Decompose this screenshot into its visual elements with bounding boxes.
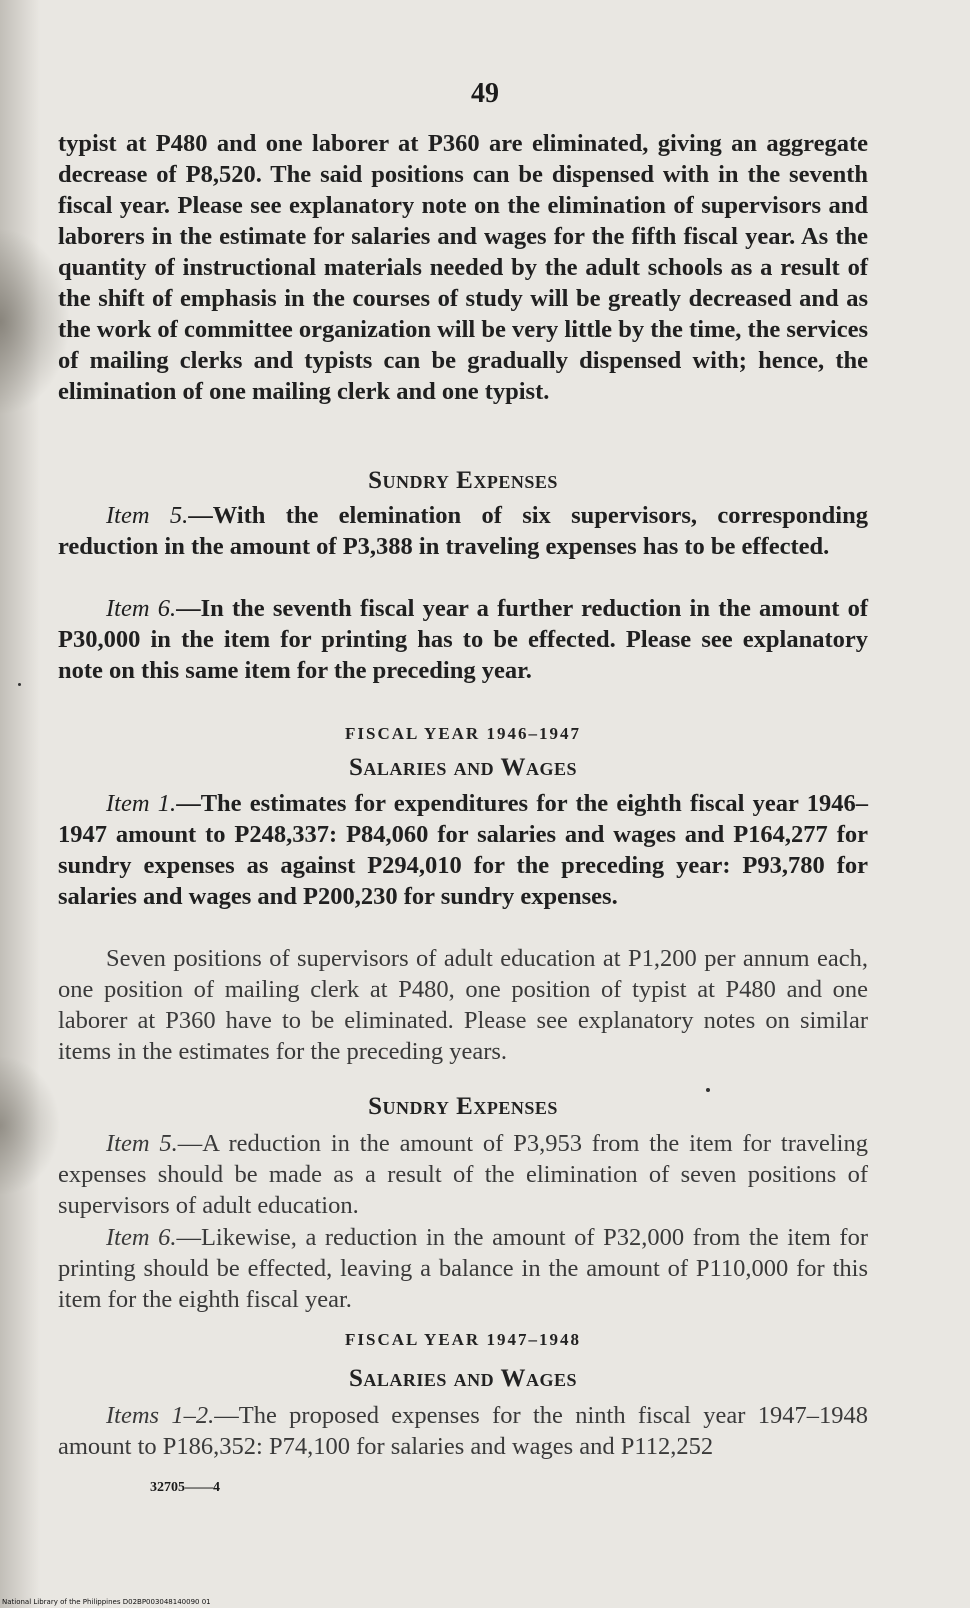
fy1946-item1-block [58,788,868,912]
fiscal-year-heading: FISCAL YEAR 1946–1947 [345,724,581,743]
item-text: —The estimates for expenditures for the eighth fiscal year 1946–1947 amount to P248,337: P84,060 for salaries and wages and P164,277 for sundry expenses as against P294,010 for the preceding year: P93,780 for salaries and wages and P200,230 for sundry expenses. [58,790,868,910]
section-heading: Salaries and Wages [349,1365,577,1392]
item-text: —The proposed expenses for the ninth fiscal year 1947–1948 amount to P186,352: P74,100 for salaries and wages and P112,252 [58,1402,868,1460]
section-heading: Sundry Expenses [368,1093,558,1120]
speck-mark [18,683,21,686]
footer-note: National Library of the Philippines D02BP003048140090 01 [2,1598,211,1606]
item-text: —In the seventh fiscal year a further reduction in the amount of P30,000 in the item for printing has to be effected. Please see explanatory note on this same item for the preceding year. [58,595,868,684]
salaries-wages-1946-block [58,754,868,782]
top-paragraph: typist at P480 and one laborer at P360 are eliminated, giving an aggregate decrease of P8,520. The said positions can be dispensed with in the seventh fiscal year. Please see explanatory note on the elimination of supervisors and laborers in the estimate for salaries and wages for the fifth fiscal year. As the quantity of instructional materials needed by the adult schools as a result of the shift of emphasis in the courses of study will be greatly decreased and as the work of committee organization will be very little by the time, the services of mailing clerks and typists can be gradually dispensed with; hence, the elimination of one mailing clerk and one typist. [58,130,868,405]
fiscal-year-heading: FISCAL YEAR 1947–1948 [345,1330,581,1349]
fiscal-year-1946-heading-block [58,724,868,744]
item-text: —A reduction in the amount of P3,953 from the item for traveling expenses should be made as a result of the elimination of seven positions of supervisors of adult education. [58,1130,868,1219]
body-paragraph: Seven positions of supervisors of adult education at P1,200 per annum each, one position of mailing clerk at P480, one position of typist at P480 and one laborer at P360 have to be eliminated. Please see explanatory notes on similar items in the estimates for the preceding years. [58,945,868,1065]
fy1946-item6-block [58,1222,868,1315]
item-paragraph [58,593,868,686]
fy1946-item5-block [58,1128,868,1221]
section1-item5-block [58,500,868,562]
item-paragraph [58,1400,868,1462]
salaries-wages-1947-block [58,1365,868,1393]
item-label: Item 5. [106,502,189,529]
section-heading: Sundry Expenses [368,467,558,494]
speck-mark [706,1088,710,1092]
page-number: 49 [471,78,499,109]
fiscal-year-1947-heading-block [58,1330,868,1350]
item-paragraph [58,1128,868,1221]
item-label: Item 6. [106,595,177,622]
sundry-expenses-section-1 [58,467,868,495]
fy1946-para2-block [58,943,868,1067]
item-label: Item 1. [106,790,177,817]
section1-item6-block [58,593,868,686]
item-label: Item 5. [106,1130,178,1157]
item-label: Item 6. [106,1224,177,1251]
signature-mark: 32705——4 [150,1480,220,1495]
item-label: Items 1–2. [106,1402,215,1429]
section-heading: Salaries and Wages [349,754,577,781]
fy1946-sundry-heading-block [58,1093,868,1121]
item-text: —With the elemination of six supervisors, corresponding reduction in the amount of P3,388 in traveling expenses has to be effected. [58,502,868,560]
item-paragraph [58,788,868,912]
item-paragraph [58,1222,868,1315]
item-paragraph [58,500,868,562]
fy1947-items-block [58,1400,868,1462]
top-paragraph-block [58,128,868,407]
item-text: —Likewise, a reduction in the amount of P32,000 from the item for printing should be effected, leaving a balance in the amount of P110,000 for this item for the eighth fiscal year. [58,1224,868,1313]
